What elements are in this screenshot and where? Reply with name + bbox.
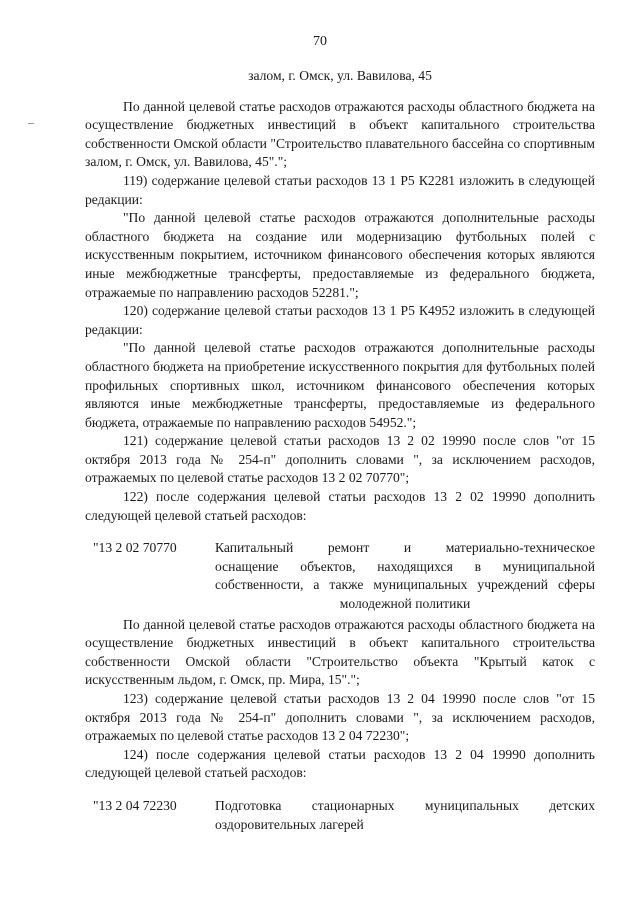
paragraph-quote-119: "По данной целевой статье расходов отражаются дополнительные расходы областного бюджета на создание или модернизацию футбольных полей с искусственным покрытием, источником финансового обеспечения которых являются иные межбюджетные трансферты, предоставляемые из федерального бюджета, отражаемые по направлению расходов 52281."; [85,210,595,300]
paragraph-description-2: По данной целевой статье расходов отражаются расходы областного бюджета на осуществление бюджетных инвестиций в объект капитального строительства собственности Омской области "Строительство объекта "Крытый каток с искусственным льдом, г. Омск, пр. Мира, 15"."; [85,616,595,688]
target-article-code: "13 2 04 72230 [93,797,177,813]
target-article-entry-72230 [85,797,595,834]
paragraph-item-123: 123) содержание целевой статьи расходов 13 2 04 19990 после слов "от 15 октября 2013 года № 254-п" дополнить словами ", за исключением расходов, отражаемых по целевой статье расходов 13 2 04 72230"; [85,691,595,744]
target-article-entry-70770 [85,539,595,613]
document-body [85,67,595,836]
title-line: Капитальный ремонт и материально-техническое [215,540,595,556]
paragraph-item-119: 119) содержание целевой статьи расходов 13 1 Р5 К2281 изложить в следующей редакции: [85,172,595,207]
title-line: молодежной политики [339,596,471,612]
margin-mark [28,123,34,124]
paragraph-item-120: 120) содержание целевой статьи расходов 13 1 Р5 К4952 изложить в следующей редакции: [85,303,595,337]
title-line: Подготовка стационарных муниципальных детских [215,797,595,813]
page-number: 70 [313,34,327,49]
title-line: собственности, а также муниципальных учреждений сферы [215,577,595,593]
paragraph-item-122: 122) после содержания целевой статьи расходов 13 2 02 19990 дополнить следующей целевой статьей расходов: [85,489,595,523]
target-article-title [215,797,595,834]
paragraph-description-1: По данной целевой статье расходов отражаются расходы областного бюджета на осуществление бюджетных инвестиций в объект капитального строительства собственности Омской области "Строительство плавательного бассейна со спортивным залом, г. Омск, ул. Вавилова, 45"."; [85,98,595,170]
paragraph-continuation-title: залом, г. Омск, ул. Вавилова, 45 [248,68,432,83]
title-line: оздоровительных лагерей [215,816,364,832]
target-article-title [215,539,595,613]
paragraph-item-124: 124) после содержания целевой статьи расходов 13 2 04 19990 дополнить следующей целевой статьей расходов: [85,746,595,781]
target-article-code: "13 2 02 70770 [93,540,177,556]
paragraph-quote-120: "По данной целевой статье расходов отражаются дополнительные расходы областного бюджета на приобретение искусственного покрытия для футбольных полей профильных спортивных школ, источником финансового обеспечения которых являются иные межбюджетные трансферты, предоставляемые из федерального бюджета, отражаемые по направлению расходов 54952."; [85,340,595,430]
paragraph-item-121: 121) содержание целевой статьи расходов 13 2 02 19990 после слов "от 15 октября 2013 года № 254-п" дополнить словами ", за исключением расходов, отражаемых по целевой статье расходов 13 2 02 70770"; [85,433,595,486]
title-line: оснащение объектов, находящихся в муниципальной [215,558,595,574]
